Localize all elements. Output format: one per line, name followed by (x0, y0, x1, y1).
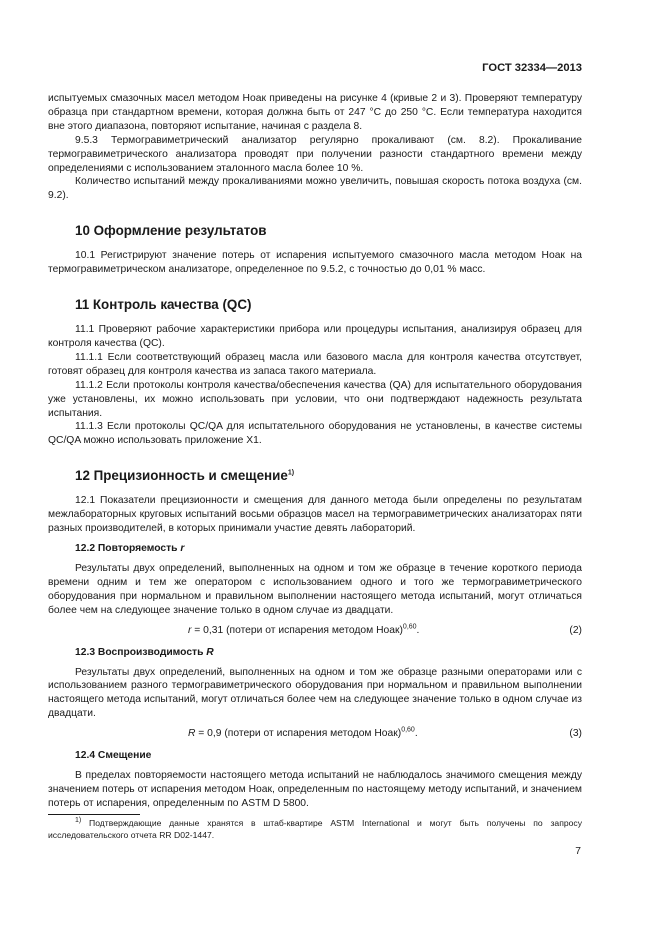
formula-2-end: . (416, 624, 420, 636)
section-10-1-paragraph: 10.1 Регистрируют значение потерь от испарения испытуемого смазочного масла методом Ноак на термогравиметрическом анализаторе, определенное по 9.5.2, с точностью до 0,01 % масс. (48, 250, 582, 276)
section-12-3-title (48, 646, 582, 660)
formula-3-body: = 0,9 (потери от испарения методом Ноак) (195, 728, 402, 740)
intro-paragraph-continuation: испытуемых смазочных масел методом Ноак приведены на рисунке 4 (кривые 2 и 3). Проверяют температуру образца при стандартном времени, которая должна быть от 247 °С до 250 °С. Если температура находится вне этого диапазона, повторяют испытание, начиная с раздела 8. (48, 93, 582, 132)
formula-2 (48, 624, 582, 638)
section-12-1-paragraph: 12.1 Показатели прецизионности и смещения для данного метода были определены по результатам межлабораторных круговых испытаний восьми образцов масел на термогравиметрических анализаторах пяти разных производителей, в которых принимали участие девять лабораторий. (48, 495, 582, 535)
formula-2-body: = 0,31 (потери от испарения методом Ноак) (191, 624, 403, 636)
section-12-2-title-text: 12.2 Повторяемость (75, 542, 181, 554)
formula-3-exponent: 0,60 (401, 726, 415, 734)
formula-3-symbol: R (188, 728, 196, 740)
formula-3-number: (3) (569, 728, 582, 740)
section-11-1-3-paragraph: 11.1.3 Если протоколы QC/QA для испытательного оборудования не установлены, в качестве системы QC/QA можно использовать приложение Х1. (48, 421, 582, 447)
section-11-1-paragraph: 11.1 Проверяют рабочие характеристики прибора или процедуры испытания, анализируя образец для контроля качества (QC). (48, 324, 582, 349)
section-11-title: 11 Контроль качества (QC) (75, 297, 252, 313)
section-12-title (48, 468, 582, 484)
section-12-3-paragraph: Результаты двух определений, выполненных на одном и том же образце разными операторами или с использованием разного термогравиметрического оборудования при нормальном и правильном выполнении настоящего метода испытаний, могут отличаться более чем на следующее значение только в одном случае из двадцати. (48, 666, 582, 720)
section-12-2-paragraph: Результаты двух определений, выполненных на одном и том же образце в течение короткого периода времени одним и тем же оператором с использованием одного и того же термогравиметрического оборудования при нормальном и правильном выполнении настоящего метода испытаний, могут отличаться более чем на следующее значение только в одном случае из двадцати. (48, 562, 582, 616)
footnote-mark: 1) (75, 817, 82, 825)
page-number: 7 (575, 846, 581, 857)
section-12-2-title (48, 542, 582, 556)
intro-paragraph-airflow: Количество испытаний между прокаливаниями можно увеличить, повышая скорость потока воздуха (см. 9.2). (48, 176, 582, 202)
formula-2-number: (2) (569, 624, 582, 636)
section-10-title: 10 Оформление результатов (75, 223, 267, 239)
section-11-1-2-paragraph: 11.1.2 Если протоколы контроля качества/обеспечения качества (QA) для испытательного оборудования уже установлены, их можно использовать при условии, что они подтверждают надежность результата испытания. (48, 379, 582, 419)
footnote (48, 818, 582, 841)
formula-2-expression (188, 624, 419, 638)
section-12-3-title-text: 12.3 Воспроизводимость (75, 646, 207, 658)
footnote-reference: 1) (287, 469, 295, 477)
reproducibility-symbol: R (206, 646, 214, 658)
document-code-header: ГОСТ 32334—2013 (482, 62, 582, 74)
formula-2-exponent: 0,60 (402, 623, 417, 631)
repeatability-symbol: r (180, 542, 185, 554)
intro-paragraph-953: 9.5.3 Термогравиметрический анализатор регулярно прокаливают (см. 8.2). Прокаливание термогравиметрического анализатора проводят при получении разности стандартного времени между определениями с использованием эталонного масла более 10 %. (48, 134, 582, 174)
formula-3 (48, 727, 582, 741)
formula-3-end: . (414, 728, 418, 740)
formula-3-expression (188, 727, 418, 741)
page-body (48, 92, 582, 811)
formula-2-symbol: r (188, 624, 192, 636)
footnote-text: Подтверждающие данные хранятся в штаб-квартире ASTM International и могут быть получены по запросу исследовательского отчета RR D02-1447. (48, 818, 582, 840)
section-12-title-text: 12 Прецизионность и смещение (75, 468, 288, 484)
section-11-1-1-paragraph: 11.1.1 Если соответствующий образец масла или базового масла для контроля качества отсутствует, готовят образец для контроля качества из запаса такого материала. (48, 351, 582, 377)
section-12-4-paragraph: В пределах повторяемости настоящего метода испытаний не наблюдалось значимого смещения между значением потерь от испарения методом Ноак, определенным по настоящему методу испытаний, и значением потерь от испарения, определенным по ASTM D 5800. (48, 770, 582, 809)
footnote-divider (48, 814, 140, 815)
section-12-4-title: 12.4 Смещение (75, 750, 152, 762)
